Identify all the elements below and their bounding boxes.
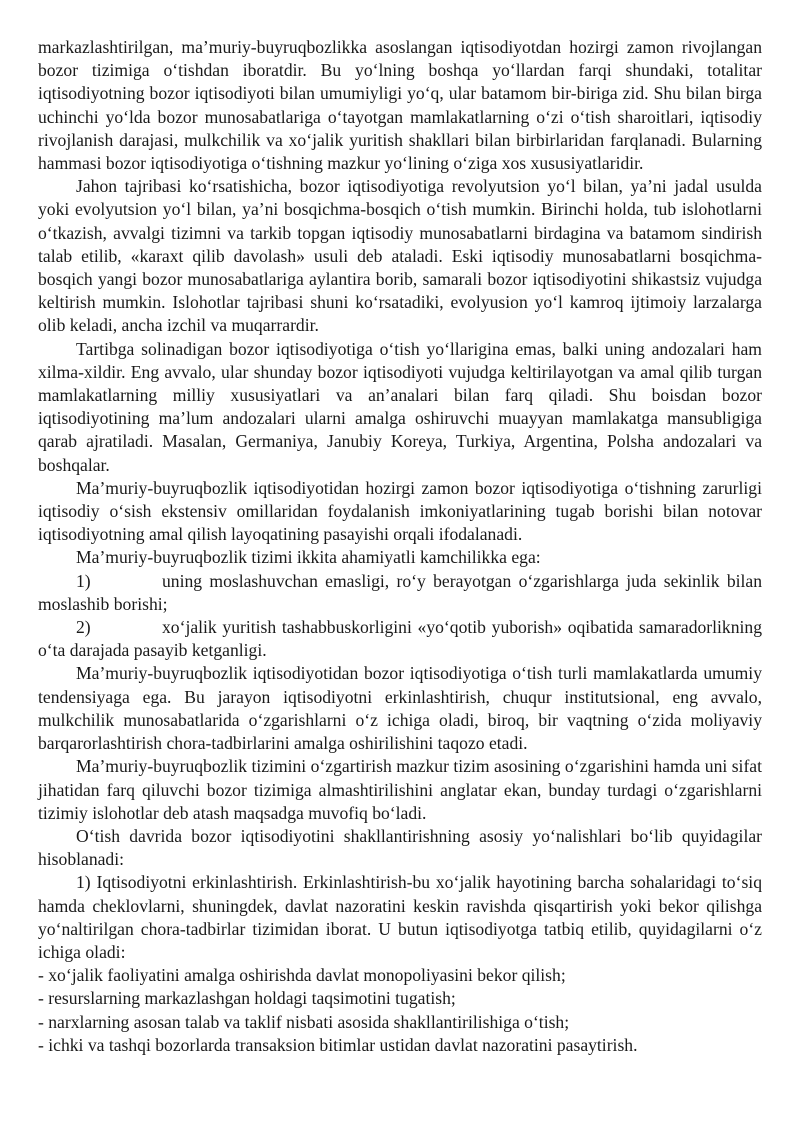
item-text: uning moslashuvchan emasligi, ro‘y berayotgan o‘zgarishlarga juda sekinlik bilan moslashib borishi; <box>38 570 762 614</box>
paragraph-market-models: Tartibga solinadigan bozor iqtisodiyotiga o‘tish yo‘llarigina emas, balki uning andozalari ham xilma-xildir. Eng avvalo, ular shunday bozor iqtisodiyoti vujudga keltirilayotgan va amal qilib turgan mamlakatlarning milliy xususiyatlari va an’analari bilan farq qiladi. Shu boisdan bozor iqtisodiyotining ma’lum andozalari ularni amalga oshiruvchi muayyan mamlakatga mansubligiga qarab ajratiladi. Masalan, Germaniya, Janubiy Koreya, Turkiya, Argentina, Polsha andozalari va boshqalar. <box>38 338 762 475</box>
numbered-item <box>38 570 762 616</box>
paragraph-general-tendency: Ma’muriy-buyruqbozlik iqtisodiyotidan bozor iqtisodiyotiga o‘tish turli mamlakatlarda umumiy tendensiyaga ega. Bu jarayon iqtisodiyotni erkinlashtirish, chuqur institutsional, eng avvalo, mulkchilik munosabatlarida o‘zgarishlarni o‘z ichiga oladi, biroq, bir vaqtning o‘zida moliyaviy barqarorlashtirish chora-tadbirlarini amalga oshirilishini taqozo etadi. <box>38 663 762 754</box>
paragraph-liberalization: 1) Iqtisodiyotni erkinlashtirish. Erkinlashtirish-bu xo‘jalik hayotining barcha sohalaridagi to‘siq hamda cheklovlarni, shuningdek, davlat nazoratini keskin ravishda qisqartirish yoki bekor qilishga yo‘naltirilgan chora-tadbirlar tizimidan iborat. U butun iqtisodiyotga tatbiq etilib, quyidagilarni o‘z ichiga oladi: <box>38 872 762 962</box>
item-text: xo‘jalik yuritish tashabbuskorligini «yo‘qotib yuborish» oqibatida samaradorlikning o‘ta darajada pasayib ketganligi. <box>38 617 762 661</box>
paragraph-systemic-reforms: Ma’muriy-buyruqbozlik tizimini o‘zgartirish mazkur tizim asosining o‘zgarishini hamda uni sifat jihatidan farq qiluvchi bozor tizimiga almashtirilishini anglatar ekan, bunday turdagi o‘zgarishlarni tizimiy islohotlar deb atash maqsadga muvofiq bo‘ladi. <box>38 756 762 823</box>
paragraph-transition-necessity: Ma’muriy-buyruqbozlik iqtisodiyotidan hozirgi zamon bozor iqtisodiyotiga o‘tishning zarurligi iqtisodiy o‘sish ekstensiv omillaridan foydalanish imkoniyatlarining tugab borishi bilan notovar iqtisodiyotning amal qilish layoqatining pasayishi orqali ifodalanadi. <box>38 477 762 545</box>
paragraph-shortcomings-intro: Ma’muriy-buyruqbozlik tizimi ikkita ahamiyatli kamchilikka ega: <box>76 547 541 568</box>
list-item: - ichki va tashqi bozorlarda transaksion bitimlar ustidan davlat nazoratini pasaytirish. <box>38 1034 638 1055</box>
paragraph-main-directions: O‘tish davrida bozor iqtisodiyotini shakllantirishning asosiy yo‘nalishlari bo‘lib quyidagilar hisoblanadi: <box>38 825 762 870</box>
document-page <box>38 36 762 1057</box>
list-item: - xo‘jalik faoliyatini amalga oshirishda davlat monopoliyasini bekor qilish; <box>38 965 566 986</box>
item-number: 1) <box>76 570 91 591</box>
numbered-item <box>38 616 762 662</box>
list-item: - narxlarning asosan talab va taklif nisbati asosida shakllantirilishiga o‘tish; <box>38 1011 570 1032</box>
paragraph-continuation: markazlashtirilgan, ma’muriy-buyruqbozlikka asoslangan iqtisodiyotdan hozirgi zamon rivojlangan bozor tizimiga o‘tishdan iboratdir. Bu yo‘lning boshqa yo‘llardan farqi shundaki, totalitar iqtisodiyotning bozor iqtisodiyoti bilan umumiyligi yo‘q, ular batamom bir-biriga zid. Shu bilan birga uchinchi yo‘lda bozor munosabatlariga o‘tayotgan mamlakatlarning o‘zi o‘tish sharoitlari, iqtisodiy rivojlanish darajasi, mulkchilik va xo‘jalik yuritish shakllari bilan birbirlaridan farqlanadi. Bularning hammasi bozor iqtisodiyotiga o‘tishning mazkur yo‘lining o‘ziga xos xususiyatlaridir. <box>38 37 762 174</box>
list-item: - resurslarning markazlashgan holdagi taqsimotini tugatish; <box>38 988 456 1009</box>
paragraph-transition-paths: Jahon tajribasi ko‘rsatishicha, bozor iqtisodiyotiga revolyutsion yo‘l bilan, ya’ni jadal usulda yoki evolyutsion yo‘l bilan, ya’ni bosqichma-bosqich o‘tish mumkin. Birinchi holda, tub islohotlarni o‘tkazish, avvalgi tizimni va tarkib topgan iqtisodiy munosabatlarni birdagina va batamom sindirish talab etilib, «karaxt qilib davolash» usuli deb ataladi. Eski iqtisodiy munosabatlarni bosqichma-bosqich yangi bozor munosabatlariga aylantira borib, samarali bozor iqtisodiyotini shikastsiz vujudga keltirish mumkin. Islohotlar tajribasi shuni ko‘rsatadiki, evolyusion yo‘l kamroq ijtimoiy larzalarga olib keladi, ancha izchil va muqarrardir. <box>38 176 762 336</box>
item-number: 2) <box>76 617 91 638</box>
